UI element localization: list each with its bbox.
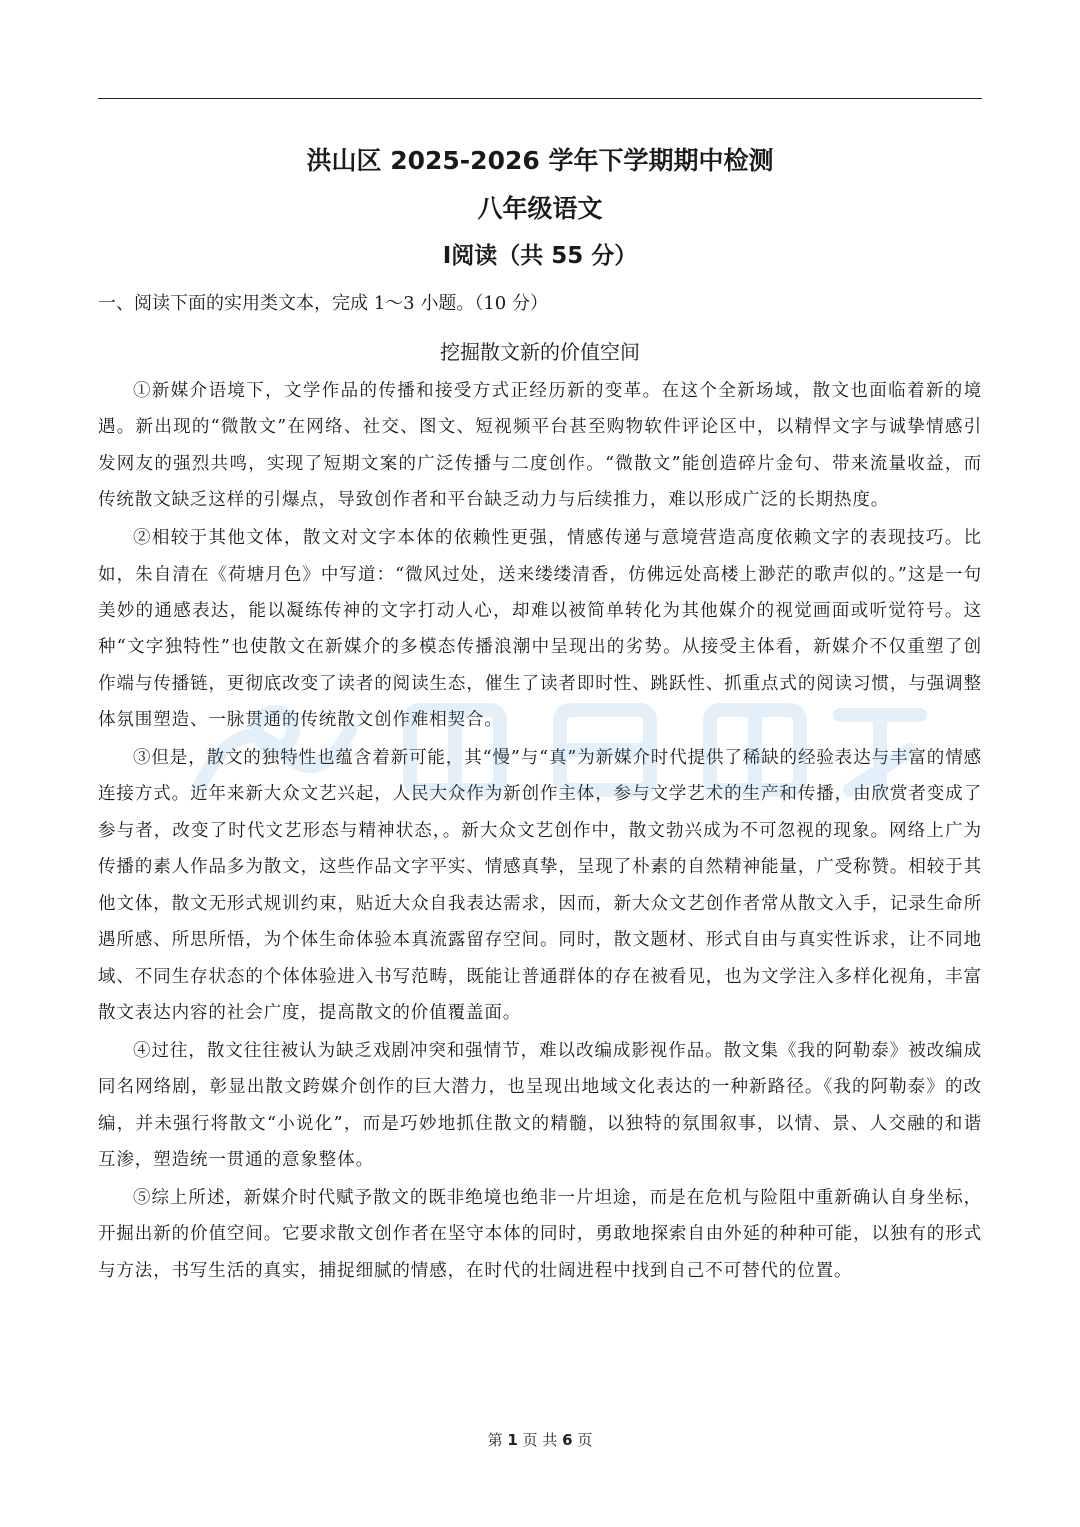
article-title: 挖掘散文新的价值空间: [440, 340, 640, 364]
article-paragraph-5: ⑤综上所述，新媒介时代赋予散文的既非绝境也绝非一片坦途，而是在危机与险阻中重新确认自身坐标，开掘出新的价值空间。它要求散文创作者在坚守本体的同时，勇敢地探索自由外延的种种可能，以独有的形式与方法，书写生活的真实，捕捉细腻的情感，在时代的壮阔进程中找到自己不可替代的位置。: [98, 1187, 982, 1281]
article-paragraph-1: ①新媒介语境下，文学作品的传播和接受方式正经历新的变革。在这个全新场域，散文也面临着新的境遇。新出现的“微散文”在网络、社交、图文、短视频平台甚至购物软件评论区中，以精悍文字与诚挚情感引发网友的强烈共鸣，实现了短期文案的广泛传播与二度创作。“微散文”能创造碎片金句、带来流量收益，而传统散文缺乏这样的引爆点，导致创作者和平台缺乏动力与后续推力，难以形成广泛的长期热度。: [98, 381, 982, 511]
question-instruction: 一、阅读下面的实用类文本，完成 1～3 小题。（10 分）: [98, 293, 548, 314]
article-paragraph-2: ②相较于其他文体，散文对文字本体的依赖性更强，情感传递与意境营造高度依赖文字的表现技巧。比如，朱自清在《荷塘月色》中写道：“微风过处，送来缕缕清香，仿佛远处高楼上渺茫的歌声似的。”这是一句美妙的通感表达，能以凝练传神的文字打动人心，却难以被简单转化为其他媒介的视觉画面或听觉符号。这种“文字独特性”也使散文在新媒介的多模态传播浪潮中呈现出的劣势。从接受主体看，新媒介不仅重塑了创作端与传播链，更彻底改变了读者的阅读生态，催生了读者即时性、跳跃性、抓重点式的阅读习惯，与强调整体氛围塑造、一脉贯通的传统散文创作难相契合。: [98, 528, 982, 731]
footer-middle: 页 共: [522, 1431, 558, 1449]
footer-page-number: 1: [507, 1431, 518, 1449]
footer-suffix: 页: [577, 1431, 593, 1449]
footer-prefix: 第: [487, 1431, 503, 1449]
article-body: [98, 373, 982, 1291]
exam-title: 洪山区 2025-2026 学年下学期期中检测: [306, 146, 774, 175]
footer-total-pages: 6: [562, 1431, 573, 1449]
article-paragraph-3: ③但是，散文的独特性也蕴含着新可能，其“慢”与“真”为新媒介时代提供了稀缺的经验表达与丰富的情感连接方式。近年来新大众文艺兴起，人民大众作为新创作主体，参与文学艺术的生产和传播，由欣赏者变成了参与者，改变了时代文艺形态与精神状态，。新大众文艺创作中，散文勃兴成为不可忽视的现象。网络上广为传播的素人作品多为散文，这些作品文字平实、情感真挚，呈现了朴素的自然精神能量，广受称赞。相较于其他文体，散文无形式规训约束，贴近大众自我表达需求，因而，新大众文艺创作者常从散文入手，记录生命所遇所感、所思所悟，为个体生命体验本真流露留存空间。同时，散文题材、形式自由与真实性诉求，让不同地域、不同生存状态的个体体验进入书写范畴，既能让普通群体的存在被看见，也为文学注入多样化视角，丰富散文表达内容的社会广度，提高散文的价值覆盖面。: [98, 748, 982, 1023]
top-rule: [98, 98, 982, 99]
article-paragraph-4: ④过往，散文往往被认为缺乏戏剧冲突和强情节，难以改编成影视作品。散文集《我的阿勒泰》被改编成同名网络剧，彰显出散文跨媒介创作的巨大潜力，也呈现出地域文化表达的一种新路径。《我的阿勒泰》的改编，并未强行将散文“小说化”，而是巧妙地抓住散文的精髓，以独特的氛围叙事，以情、景、人交融的和谐互渗，塑造统一贯通的意象整体。: [98, 1040, 982, 1171]
page-footer: [0, 1428, 1080, 1452]
section-title: Ⅰ阅读（共 55 分）: [442, 243, 638, 269]
exam-subtitle: 八年级语文: [477, 194, 603, 223]
